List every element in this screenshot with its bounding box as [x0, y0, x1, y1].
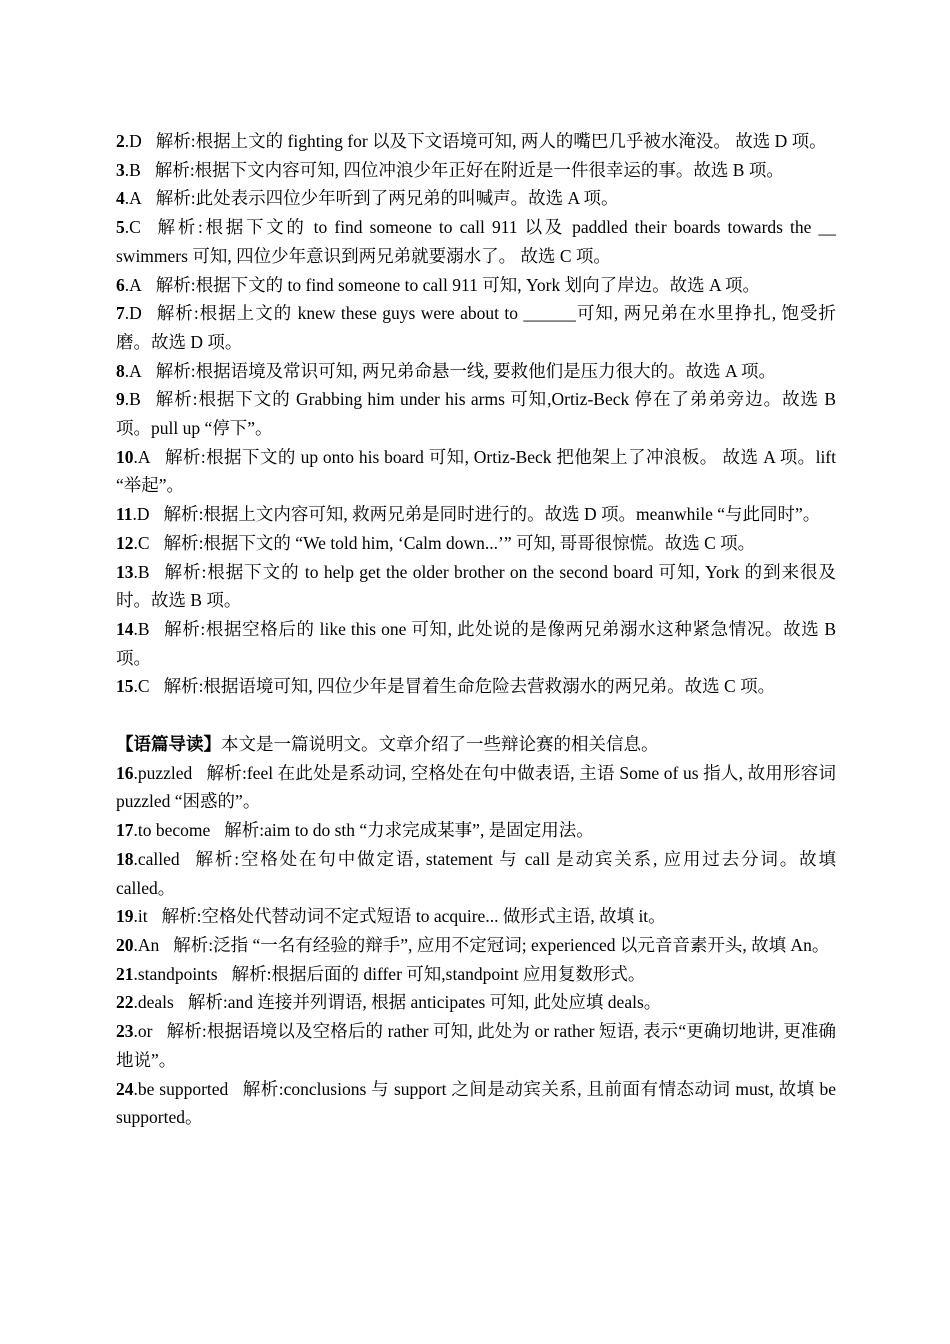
analysis-text: :and 连接并列谓语, 根据 anticipates 可知, 此处应填 deals。 [222, 992, 662, 1013]
answer-number: 10 [116, 446, 134, 467]
answer-choice: .A [124, 188, 142, 209]
analysis-label: 解析 [224, 820, 260, 841]
analysis-label: 解析 [163, 504, 199, 525]
answer-number: 7 [116, 303, 125, 324]
answer-number: 11 [116, 504, 133, 525]
answer-number: 13 [116, 561, 134, 582]
analysis-label: 解析 [154, 159, 190, 180]
answer-number: 24 [116, 1078, 134, 1099]
analysis-text: :根据上文内容可知, 救两兄弟是同时进行的。故选 D 项。meanwhile “与此同时”。 [198, 504, 821, 525]
answer-item [116, 500, 836, 529]
analysis-label: 解析 [154, 389, 193, 410]
answer-item [116, 127, 836, 156]
answer-choice: .D [132, 504, 150, 525]
answer-choice: .An [133, 934, 160, 955]
analysis-text: :根据语境及常识可知, 两兄弟命悬一线, 要救他们是压力很大的。故选 A 项。 [190, 360, 777, 381]
answer-item [116, 1075, 836, 1132]
answer-item [116, 615, 836, 672]
answer-item [116, 385, 836, 442]
analysis-label: 解析 [161, 906, 197, 927]
analysis-label: 解析 [163, 676, 199, 697]
answer-number: 6 [116, 274, 125, 295]
analysis-text: :根据下文的 to help get the older brother on the second board 可知, York 的到来很及时。故选 B 项。 [116, 561, 836, 611]
analysis-label: 解析 [193, 848, 235, 869]
answer-item [116, 902, 836, 931]
answer-number: 22 [116, 992, 134, 1013]
analysis-text: :根据空格后的 like this one 可知, 此处说的是像两兄弟溺水这种紧急情况。故选 B 项。 [116, 618, 837, 668]
answer-choice: .B [133, 618, 150, 639]
analysis-text: :根据下文的 to find someone to call 911 以及 paddled their boards towards the __ swimmers 可知, 四位少年意识到两兄弟就要溺水了。 故选 C 项。 [116, 217, 837, 266]
analysis-text: :空格处代替动词不定式短语 to acquire... 做形式主语, 故填 it。 [196, 906, 666, 927]
analysis-text: :根据下文的 to find someone to call 911 可知, York 划向了岸边。故选 A 项。 [190, 274, 760, 295]
analysis-text: :根据语境可知, 四位少年是冒着生命危险去营救溺水的两兄弟。故选 C 项。 [198, 676, 776, 697]
answer-number: 15 [116, 676, 134, 697]
analysis-label: 解析 [155, 274, 191, 295]
analysis-label: 解析 [206, 762, 242, 783]
passage-intro [116, 730, 836, 759]
answer-number: 3 [116, 159, 125, 180]
analysis-text: :feel 在此处是系动词, 空格处在句中做表语, 主语 Some of us 指人, 故用形容词 puzzled “困惑的”。 [116, 762, 836, 812]
answer-number: 2 [116, 131, 125, 151]
answer-number: 21 [116, 963, 134, 984]
analysis-label: 解析 [242, 1078, 279, 1099]
analysis-label: 解析 [163, 561, 202, 582]
intro-text: 本文是一篇说明文。文章介绍了一些辩论赛的相关信息。 [221, 734, 659, 755]
analysis-text: :根据后面的 differ 可知,standpoint 应用复数形式。 [266, 963, 646, 984]
analysis-label: 解析 [154, 217, 198, 238]
answer-number: 9 [116, 389, 125, 410]
answer-choice: .A [124, 274, 142, 295]
analysis-label: 解析 [155, 131, 191, 151]
analysis-text: :此处表示四位少年听到了两兄弟的叫喊声。故选 A 项。 [190, 188, 619, 209]
analysis-text: :根据下文内容可知, 四位冲浪少年正好在附近是一件很幸运的事。故选 B 项。 [189, 159, 784, 180]
answer-item [116, 529, 836, 558]
answer-choice: .C [133, 676, 150, 697]
answer-choice: .or [133, 1021, 153, 1042]
answer-number: 19 [116, 906, 134, 927]
analysis-text: :conclusions 与 support 之间是动宾关系, 且前面有情态动词 must, 故填 be supported。 [116, 1078, 836, 1128]
answer-item [116, 184, 836, 213]
analysis-label: 解析 [187, 992, 223, 1013]
answer-choice: .be supported [133, 1078, 229, 1099]
analysis-text: :根据上文的 knew these guys were about to ______可知, 两兄弟在水里挣扎, 饱受折磨。故选 D 项。 [116, 303, 837, 352]
analysis-text: :空格处在句中做定语, statement 与 call 是动宾关系, 应用过去分词。故填 called。 [116, 848, 837, 898]
analysis-label: 解析 [155, 360, 191, 381]
analysis-text: :泛指 “一名有经验的辩手”, 应用不定冠词; experienced 以元音音素开头, 故填 An。 [208, 934, 830, 955]
answer-item [116, 816, 836, 845]
answer-item [116, 156, 836, 185]
analysis-text: :aim to do sth “力求完成某事”, 是固定用法。 [259, 820, 594, 841]
answer-choice: .to become [133, 820, 211, 841]
analysis-label: 解析 [231, 963, 267, 984]
answer-choice: .puzzled [133, 762, 193, 783]
analysis-text: :根据上文的 fighting for 以及下文语境可知, 两人的嘴巴几乎被水淹没。 故选 D 项。 [190, 131, 827, 151]
answer-number: 16 [116, 762, 134, 783]
answer-choice: .deals [133, 992, 174, 1013]
answer-number: 14 [116, 618, 134, 639]
answer-number: 17 [116, 820, 134, 841]
answer-choice: .A [124, 360, 142, 381]
answer-choice: .called [133, 848, 180, 869]
analysis-text: :根据下文的 up onto his board 可知, Ortiz-Beck 把他架上了冲浪板。 故选 A 项。lift “举起”。 [116, 446, 836, 496]
answer-item [116, 558, 836, 615]
answer-item [116, 672, 836, 701]
answer-item [116, 931, 836, 960]
analysis-text: :根据下文的 Grabbing him under his arms 可知,Ortiz-Beck 停在了弟弟旁边。故选 B 项。pull up “停下”。 [116, 389, 836, 439]
answer-choice: .D [124, 131, 142, 151]
intro-bracket-label: 【语篇导读】 [116, 734, 221, 755]
answer-item [116, 271, 836, 300]
answer-item [116, 759, 836, 816]
answer-item [116, 299, 836, 356]
answer-item [116, 960, 836, 989]
analysis-label: 解析 [155, 188, 191, 209]
answer-item [116, 357, 836, 386]
section-gap [116, 701, 836, 730]
analysis-label: 解析 [155, 303, 194, 324]
answer-number: 20 [116, 934, 134, 955]
answer-number: 5 [116, 217, 125, 238]
answer-item [116, 988, 836, 1017]
answer-number: 8 [116, 360, 125, 381]
answer-item [116, 845, 836, 902]
answer-choice: .C [133, 532, 150, 553]
answer-document [116, 127, 836, 1132]
answer-number: 18 [116, 848, 134, 869]
answer-number: 4 [116, 188, 125, 209]
analysis-label: 解析 [173, 934, 209, 955]
answer-list-cloze [116, 127, 836, 701]
analysis-label: 解析 [164, 446, 201, 467]
analysis-text: :根据语境以及空格后的 rather 可知, 此处为 or rather 短语, 表示“更确切地讲, 更准确地说”。 [116, 1021, 837, 1070]
analysis-text: :根据下文的 “We told him, ‘Calm down...’” 可知, 哥哥很惊慌。故选 C 项。 [198, 532, 756, 553]
answer-number: 23 [116, 1021, 134, 1042]
answer-choice: .B [124, 159, 141, 180]
analysis-label: 解析 [166, 1021, 202, 1042]
answer-choice: .standpoints [133, 963, 218, 984]
answer-choice: .C [124, 217, 141, 238]
analysis-label: 解析 [163, 618, 201, 639]
answer-choice: .it [133, 906, 148, 927]
answer-number: 12 [116, 532, 134, 553]
answer-list-grammar [116, 759, 836, 1132]
answer-choice: .B [124, 389, 141, 410]
answer-item [116, 1017, 836, 1074]
answer-choice: .D [124, 303, 142, 324]
answer-choice: .B [133, 561, 150, 582]
answer-choice: .A [133, 446, 151, 467]
answer-item [116, 443, 836, 500]
answer-item [116, 213, 836, 270]
analysis-label: 解析 [163, 532, 199, 553]
